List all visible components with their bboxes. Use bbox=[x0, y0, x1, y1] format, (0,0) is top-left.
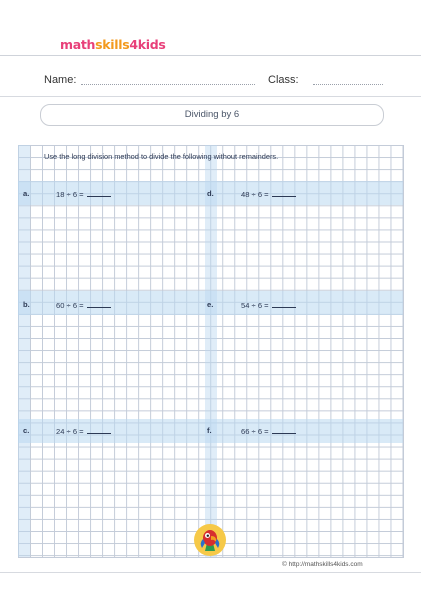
problem-letter: e. bbox=[207, 300, 214, 309]
problem-text: 54 ÷ 6 = bbox=[241, 301, 269, 310]
logo-part-skills: skills bbox=[95, 37, 130, 52]
problem-letter: d. bbox=[207, 189, 214, 198]
problem-letter: a. bbox=[23, 189, 30, 198]
class-field[interactable] bbox=[313, 84, 383, 85]
top-divider bbox=[0, 55, 421, 56]
middle-column-band bbox=[205, 145, 217, 557]
problem-expression bbox=[241, 300, 296, 310]
problem-letter: c. bbox=[23, 426, 30, 435]
class-label: Class: bbox=[268, 74, 299, 86]
problem-expression bbox=[241, 426, 296, 436]
problem-expression bbox=[56, 426, 111, 436]
instructions: Use the long division method to divide the following without remainders. bbox=[44, 152, 279, 161]
left-column-band bbox=[18, 145, 30, 557]
worksheet-title: Dividing by 6 bbox=[40, 104, 384, 126]
problem-letter: b. bbox=[23, 300, 30, 309]
problem-text: 18 ÷ 6 = bbox=[56, 190, 84, 199]
problem-expression bbox=[241, 189, 296, 199]
copyright-text: © http://mathskills4kids.com bbox=[282, 561, 363, 568]
answer-blank[interactable] bbox=[87, 189, 111, 197]
problem-text: 60 ÷ 6 = bbox=[56, 301, 84, 310]
bottom-divider bbox=[0, 572, 421, 573]
logo-part-math: math bbox=[60, 37, 96, 52]
logo-part-4kids: 4kids bbox=[129, 37, 166, 52]
problem-expression bbox=[56, 189, 111, 199]
answer-blank[interactable] bbox=[87, 426, 111, 434]
problem-text: 24 ÷ 6 = bbox=[56, 427, 84, 436]
answer-blank[interactable] bbox=[272, 300, 296, 308]
answer-blank[interactable] bbox=[272, 426, 296, 434]
site-logo bbox=[60, 37, 166, 52]
problem-expression bbox=[56, 300, 111, 310]
parrot-mascot-icon bbox=[193, 523, 227, 557]
name-field[interactable] bbox=[81, 84, 255, 85]
answer-blank[interactable] bbox=[87, 300, 111, 308]
problem-letter: f. bbox=[207, 426, 212, 435]
problem-text: 48 ÷ 6 = bbox=[241, 190, 269, 199]
answer-blank[interactable] bbox=[272, 189, 296, 197]
header-divider bbox=[0, 96, 421, 97]
problem-text: 66 ÷ 6 = bbox=[241, 427, 269, 436]
name-label: Name: bbox=[44, 74, 77, 86]
